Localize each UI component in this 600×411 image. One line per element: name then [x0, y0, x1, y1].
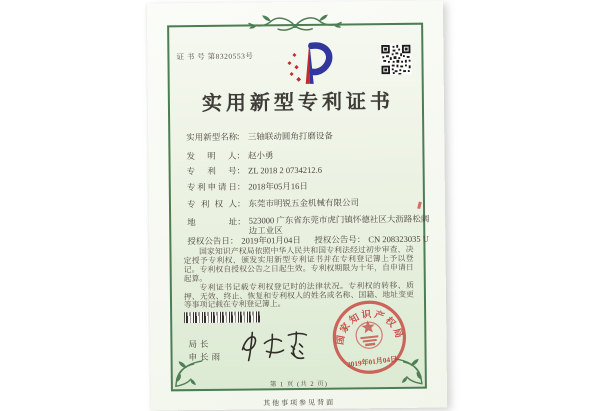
field-value: 2018年05月16日 [248, 180, 308, 192]
field-label: 授权公告日 [187, 235, 230, 247]
field-colon: ： [237, 216, 246, 227]
director-name-print: 申长雨 [188, 351, 224, 363]
director-signature-icon [236, 328, 310, 365]
field-row-name [186, 130, 333, 144]
field-row-patentee [187, 196, 359, 210]
field-row-inventor [186, 149, 273, 162]
certificate-paper [147, 0, 447, 410]
field-colon: ： [236, 181, 246, 192]
grant-date-group [187, 235, 301, 246]
field-label: 专利号 [186, 165, 237, 177]
red-ink-mark [417, 202, 421, 209]
field-row-filing-date [187, 180, 308, 193]
official-seal [330, 298, 409, 377]
field-colon: ： [229, 235, 239, 246]
certificate-frame [167, 23, 430, 392]
field-value: ZL 2018 2 0734212.6 [248, 164, 323, 176]
seal-date: 2019年01月04日 [346, 355, 398, 369]
field-colon: ： [356, 234, 366, 245]
field-label: 地址 [187, 216, 238, 228]
field-value: 2019年01月04日 [241, 234, 301, 246]
field-value: 523000 广东省东莞市虎门镇怀德社区大沥路松阔边工业区 [248, 213, 430, 236]
certificate-title: 实用新型专利证书 [201, 90, 395, 115]
top-flourish-icon [245, 13, 345, 36]
sipo-logo-icon [284, 39, 334, 88]
field-label: 专利权人 [186, 198, 238, 210]
back-side-note: 其他事项参见背面 [263, 398, 336, 408]
director-label: 局长 [188, 338, 212, 350]
field-colon: ： [236, 198, 246, 209]
field-row-patent-no [187, 164, 322, 177]
seal-text: 国家知识产权局 [335, 309, 405, 346]
body-paragraph-2: 专利证书记载专利权登记时的法律状况。专利权的转移、质押、无效、终止、恢复和专利权人的姓名或名称、国籍、地址变更等事项记载在专利登记簿上。 [183, 280, 414, 310]
page-number: 第 1 页 (共 2 页) [269, 380, 328, 389]
qr-code [380, 44, 411, 75]
certificate-number: 证 书 号 第8320553号 [176, 51, 254, 62]
field-colon: ： [236, 150, 246, 161]
field-value: 赵小勇 [247, 150, 274, 161]
field-value: 三轴联动圆角打磨设备 [247, 130, 333, 142]
field-label: 发明人 [186, 150, 237, 162]
body-paragraph-1: 国家知识产权局依照中华人民共和国专利法经过初步审查，决定授予专利权，颁发实用新型专利证书并在专利登记簿上予以登记。专利权自授权公告之日起生效。专利权期限为十年，自申请日起算。 [183, 244, 414, 283]
field-value: CN 208323035 U [368, 233, 429, 245]
field-label: 授权公告号 [314, 234, 357, 245]
field-colon: ： [236, 165, 246, 176]
field-label: 专利申请日 [186, 181, 237, 193]
field-value: 东莞市明锐五金机械有限公司 [248, 197, 360, 209]
barcode [184, 311, 260, 323]
field-label: 实用新型名称 [186, 131, 238, 143]
field-colon: ： [236, 131, 245, 142]
